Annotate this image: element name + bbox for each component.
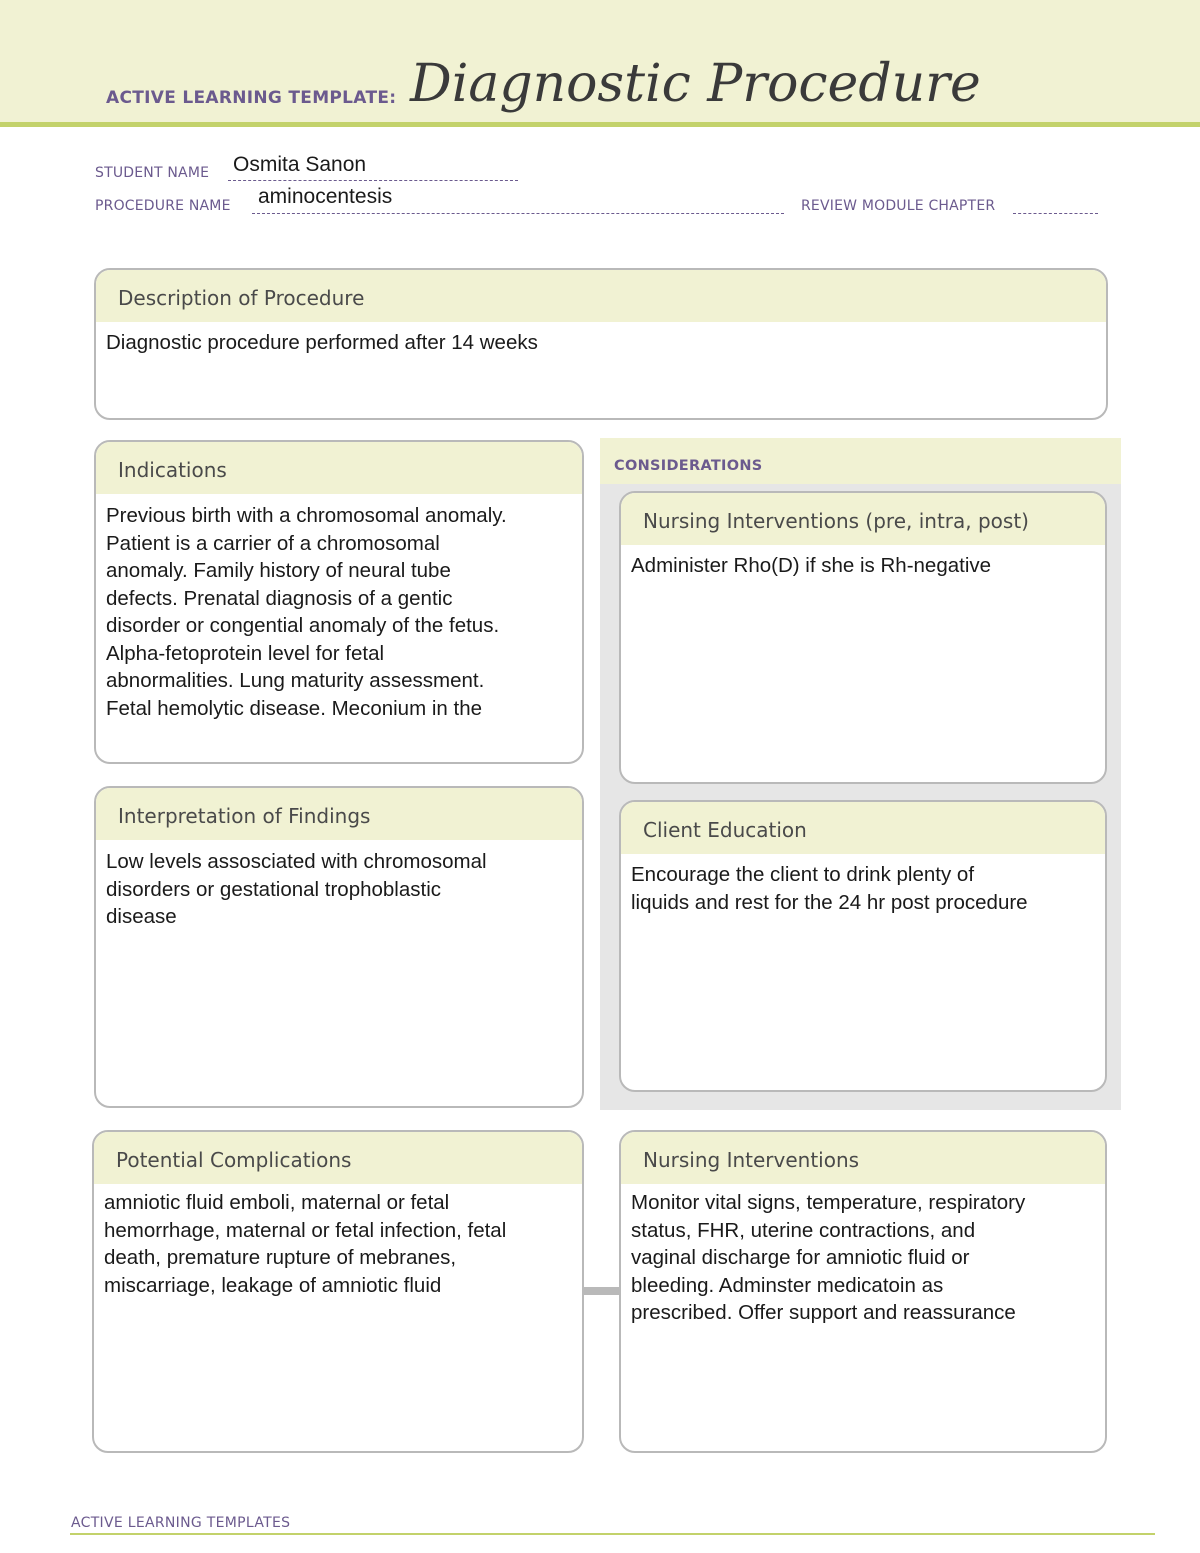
- procedure-name-label: PROCEDURE NAME: [95, 198, 231, 214]
- considerations-label: CONSIDERATIONS: [614, 458, 763, 474]
- interpretation-text[interactable]: Low levels assosciated with chromosomal disorders or gestational trophoblastic disease: [106, 850, 487, 928]
- indications-title: Indications: [96, 442, 582, 494]
- student-name-field[interactable]: Osmita Sanon: [233, 153, 367, 176]
- interpretation-box: [94, 786, 584, 1108]
- footer-rule: [70, 1533, 1155, 1535]
- description-box: [94, 268, 1108, 420]
- interpretation-title: Interpretation of Findings: [96, 788, 582, 840]
- description-title: Description of Procedure: [96, 270, 1106, 322]
- description-text[interactable]: Diagnostic procedure performed after 14 weeks: [106, 331, 538, 354]
- footer-label: ACTIVE LEARNING TEMPLATES: [71, 1515, 291, 1531]
- procedure-name-field[interactable]: aminocentesis: [258, 185, 393, 208]
- nursing-interventions-pip-text[interactable]: Administer Rho(D) if she is Rh-negative: [631, 554, 992, 577]
- nursing-interventions-text[interactable]: Monitor vital signs, temperature, respiratory status, FHR, uterine contractions, and vaginal discharge for amniotic fluid or bleeding. Adminster medicatoin as prescribed. Offer support and reassurance: [631, 1191, 1026, 1324]
- student-name-label: STUDENT NAME: [95, 165, 210, 181]
- client-education-title: Client Education: [621, 802, 1105, 854]
- template-title: Diagnostic Procedure: [410, 54, 981, 114]
- complications-title: Potential Complications: [94, 1132, 582, 1184]
- nursing-interventions-title: Nursing Interventions: [621, 1132, 1105, 1184]
- indications-box: [94, 440, 584, 764]
- client-education-text[interactable]: Encourage the client to drink plenty of liquids and rest for the 24 hr post procedure: [631, 863, 1028, 914]
- nursing-interventions-box: [619, 1130, 1107, 1453]
- nursing-interventions-pip-title: Nursing Interventions (pre, intra, post): [621, 493, 1105, 545]
- complications-box: [92, 1130, 584, 1453]
- template-label: ACTIVE LEARNING TEMPLATE:: [106, 88, 397, 108]
- client-education-box: [619, 800, 1107, 1092]
- review-module-field[interactable]: [1013, 213, 1098, 214]
- student-name-line: [228, 180, 518, 181]
- nursing-interventions-pip-box: [619, 491, 1107, 784]
- complications-text[interactable]: amniotic fluid emboli, maternal or fetal hemorrhage, maternal or fetal infection, fetal death, premature rupture of mebranes, miscarriage, leakage of amniotic fluid: [104, 1191, 507, 1297]
- indications-text[interactable]: Previous birth with a chromosomal anomaly. Patient is a carrier of a chromosomal anomaly. Family history of neural tube defects. Prenatal diagnosis of a gentic disorder or congential anomaly of the fetus. Alpha-fetoprotein level for fetal abnormalities. Lung maturity assessment. Fetal hemolytic disease. Meconium in the: [106, 504, 507, 720]
- procedure-name-line: [252, 213, 784, 214]
- box-connector: [582, 1287, 622, 1295]
- header-rule: [0, 122, 1200, 127]
- review-module-label: REVIEW MODULE CHAPTER: [801, 198, 996, 214]
